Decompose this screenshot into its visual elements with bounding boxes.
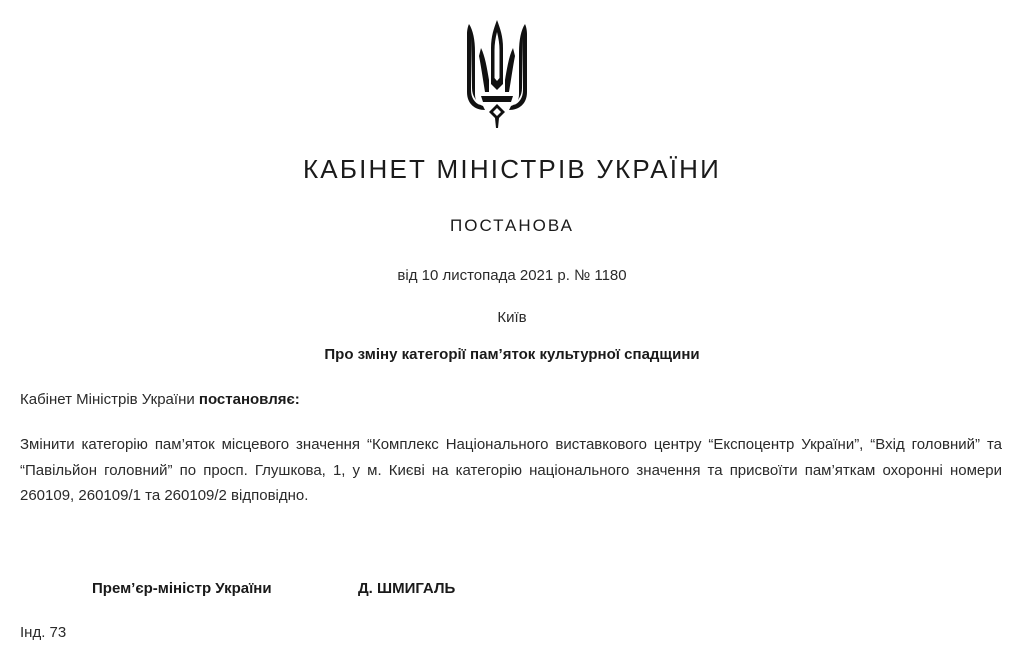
preamble-text: Кабінет Міністрів України — [20, 391, 199, 408]
resolution-body: Змінити категорію пам’яток місцевого значення “Комплекс Національного виставкового центру “Експоцентр України”, “Вхід головний” та “Павільйон головний” по просп. Глушкова, 1, у м. Києві на категорію національного значення та присвоїти пам’яткам охоронні номери 260109, 260109/1 та 260109/2 відповідно. — [20, 436, 1002, 504]
city: Київ — [497, 309, 527, 326]
document-subject: Про зміну категорії пам’яток культурної спадщини — [324, 346, 700, 363]
document-index: Інд. 73 — [20, 624, 67, 641]
trident-coat-of-arms-icon — [463, 20, 531, 128]
preamble-emphasis: постановляє: — [198, 391, 300, 408]
date-and-number: від 10 листопада 2021 р. № 1180 — [397, 267, 627, 284]
issuing-authority: КАБІНЕТ МІНІСТРІВ УКРАЇНИ — [302, 154, 722, 184]
signature-role: Прем’єр-міністр України — [92, 580, 272, 597]
signature-name: Д. ШМИГАЛЬ — [358, 580, 456, 597]
document-type: ПОСТАНОВА — [450, 216, 574, 235]
preamble — [20, 391, 300, 408]
